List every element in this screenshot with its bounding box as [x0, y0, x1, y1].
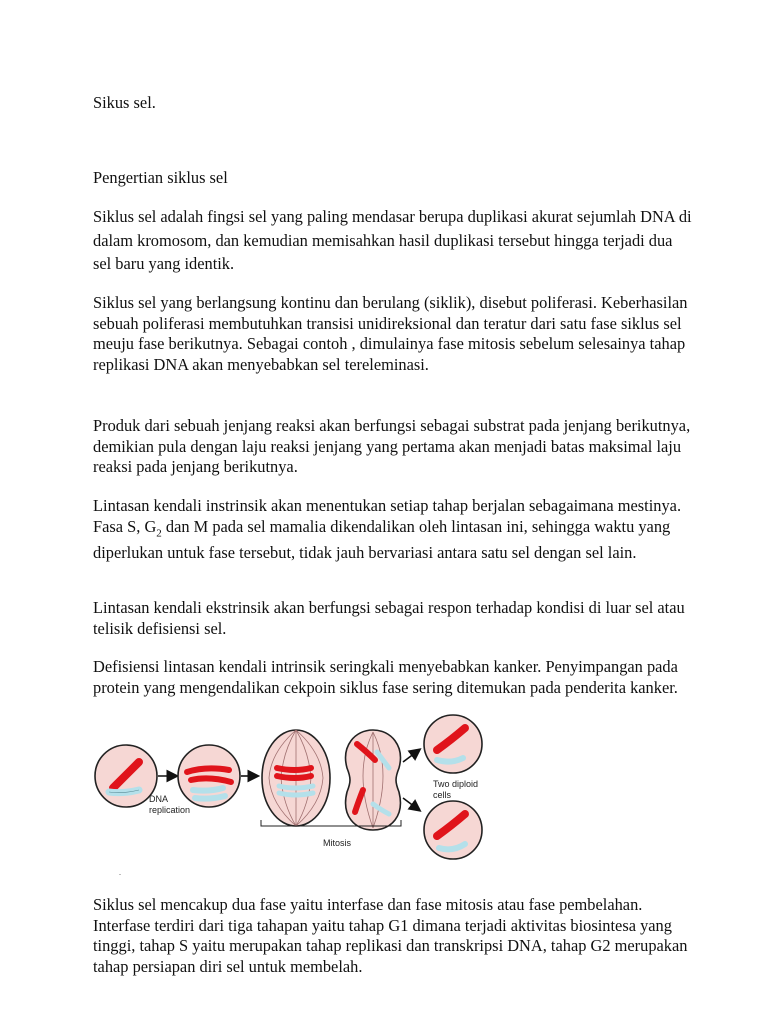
p4-text-after: dan M pada sel mamalia dikendalikan oleh lintasan ini, sehingga waktu yang diperlukan untuk fase tersebut, tidak jauh bervariasi antara satu sel dengan sel lain. [93, 516, 671, 563]
document-title: Sikus sel. [93, 93, 156, 112]
paragraph-cancer: Defisiensi lintasan kendali intrinsik seringkali menyebabkan kanker. Penyimpangan pada protein yang mengendalikan cekpoin siklus fase sering ditemukan pada penderita kanker. [93, 657, 678, 697]
cell-metaphase [262, 730, 330, 826]
paragraph-definition: Siklus sel adalah fingsi sel yang paling mendasar berupa duplikasi akurat sejumlah DNA di dalam kromosom, dan kemudian memisahkan hasil duplikasi tersebut hingga terjadi dua sel baru yang identik. [93, 207, 692, 273]
label-mitosis: Mitosis [323, 838, 352, 848]
cell-replicated [178, 745, 240, 807]
blue-chromatids [195, 796, 225, 799]
p4-text-before: Lintasan kendali instrinsik akan menentukan setiap tahap berjalan sebagaimana mestinya. Fasa S, G [93, 496, 682, 536]
daughter-cell-bottom [424, 801, 482, 859]
daughter-cell-top [424, 715, 482, 773]
paragraph-cell-cycle-phases: Siklus sel mencakup dua fase yaitu interfase dan fase mitosis atau fase pembelahan. Interfase terdiri dari tiga tahapan yaitu tahap G1 dimana terjadi aktivitas biosintesa yang tinggi, tahap S yaitu merupakan tahap replikasi dan transkripsi DNA, tahap G2 merupakan tahap persiapan diri sel untuk membelah. [93, 895, 688, 976]
arrow-icon [403, 798, 419, 810]
paragraph-proliferation: Siklus sel yang berlangsung kontinu dan berulang (siklik), disebut poliferasi. Keberhasilan sebuah poliferasi membutuhkan transisi unidireksional dan teratur dari satu fase siklus sel meuju fase berikutnya. Sebagai contoh , dimulainya fase mitosis sebelum selesainya tahap replikasi DNA akan menyebabkan sel tereleminasi. [93, 293, 688, 374]
cell-anaphase [346, 730, 401, 830]
stray-dot: . [119, 868, 121, 877]
label-two-diploid: Two diploid [433, 779, 479, 789]
label-replication: replication [149, 805, 191, 815]
cell-division-figure [91, 712, 501, 862]
paragraph-extrinsic-control: Lintasan kendali ekstrinsik akan berfungsi sebagai respon terhadap kondisi di luar sel atau telisik defisiensi sel. [93, 598, 685, 638]
label-cells: cells [433, 790, 452, 800]
p4-subscript: 2 [156, 526, 162, 539]
cell-interphase [95, 745, 157, 807]
arrow-icon [403, 750, 419, 762]
section-heading: Pengertian siklus sel [93, 168, 228, 187]
paragraph-intrinsic-control [93, 496, 693, 564]
paragraph-reaction-chain: Produk dari sebuah jenjang reaksi akan berfungsi sebagai substrat pada jenjang berikutnya, demikian pula dengan laju reaksi jenjang yang pertama akan menjadi batas maksimal laju reaksi pada jenjang berikutnya. [93, 416, 691, 477]
label-dna: DNA [149, 794, 169, 804]
red-chromatids [191, 778, 231, 782]
